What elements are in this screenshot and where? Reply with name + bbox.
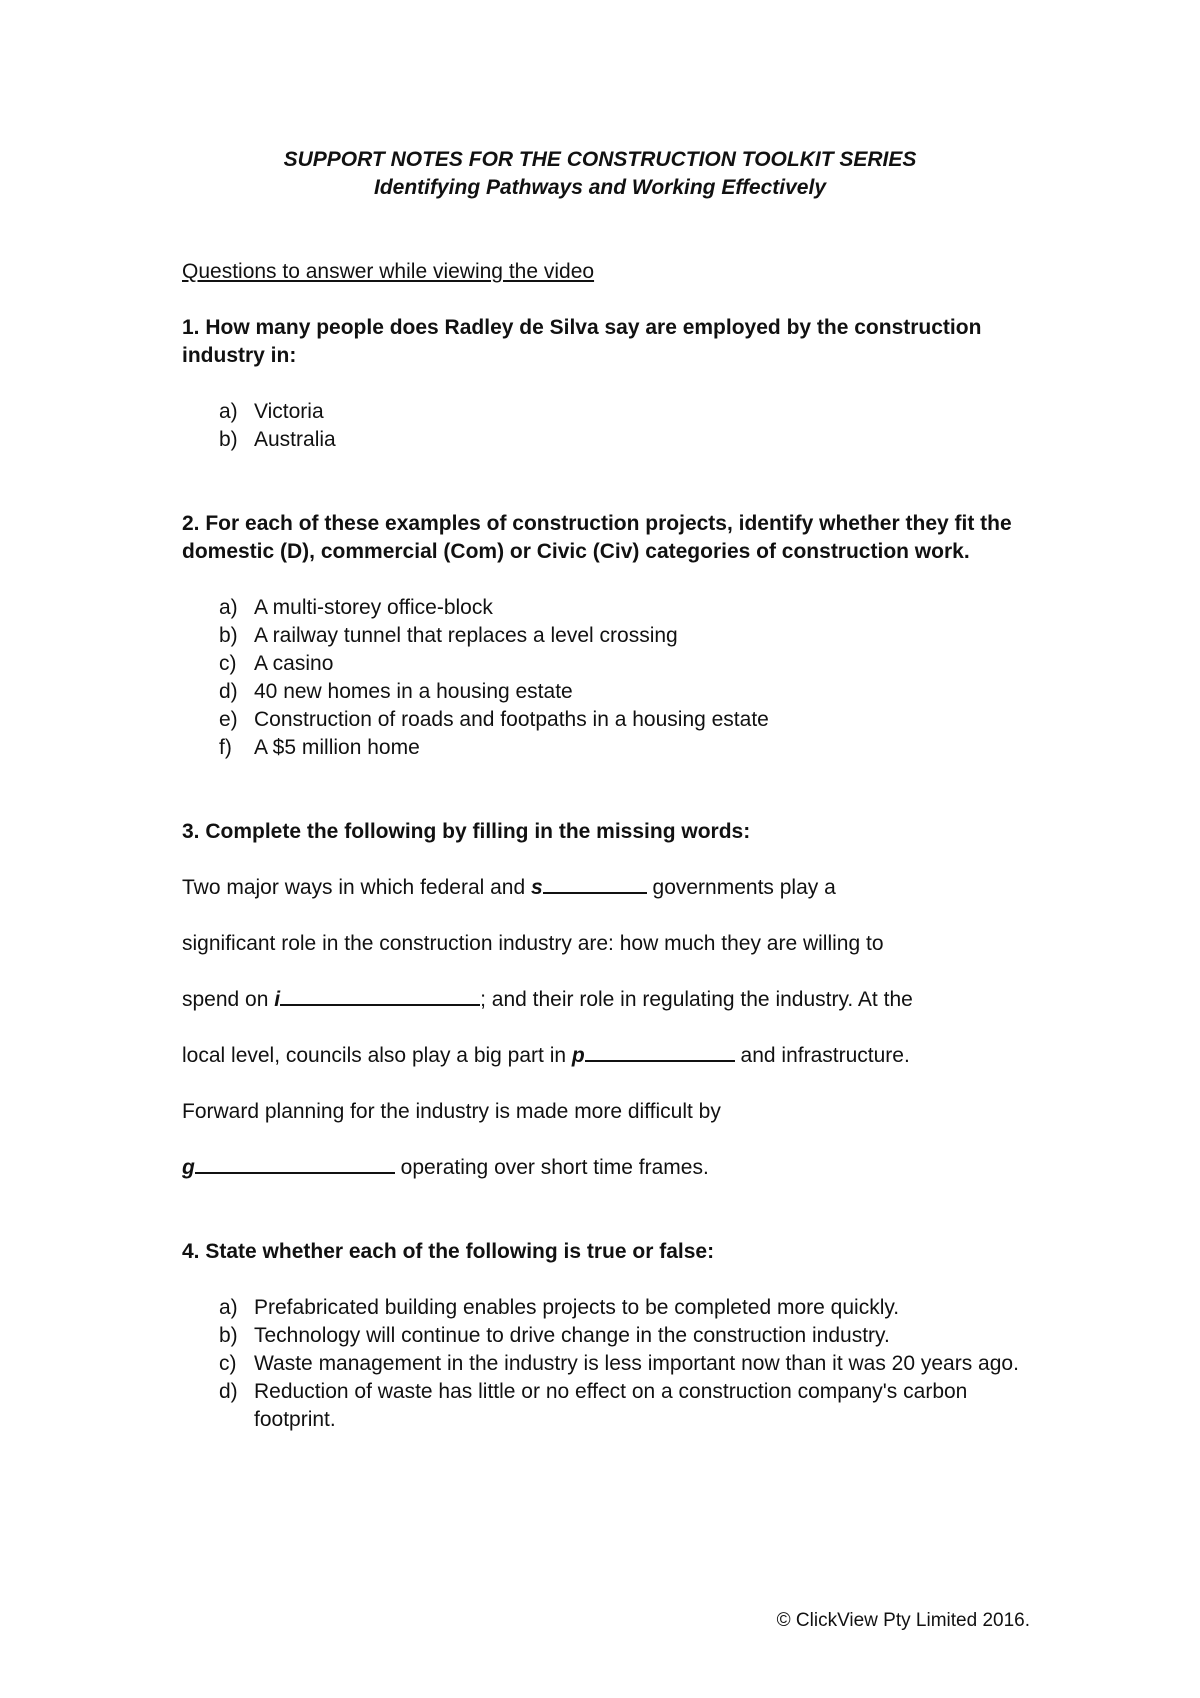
fill-line-6: g operating over short time frames.: [182, 1156, 709, 1179]
blank-g[interactable]: [195, 1154, 395, 1174]
title-block: [0, 146, 1200, 202]
question-1: 1. How many people does Radley de Silva say are employed by the construction industry in:: [182, 316, 982, 367]
question-3: 3. Complete the following by filling in the missing words:: [182, 820, 751, 843]
blank-s[interactable]: [543, 874, 647, 894]
question-2: 2. For each of these examples of construction projects, identify whether they fit the domestic (D), commercial (Com) or Civic (Civ) categories of construction work.: [182, 512, 1012, 563]
question-4-options: [182, 1294, 1042, 1434]
list-item: c) Waste management in the industry is less important now than it was 20 years ago.: [219, 1352, 1019, 1375]
list-item: a) A multi-storey office-block: [219, 596, 493, 619]
list-item: a) Prefabricated building enables projects to be completed more quickly.: [219, 1296, 900, 1319]
question-4: 4. State whether each of the following is true or false:: [182, 1240, 715, 1263]
document-content: [182, 258, 1042, 1434]
list-item: c) A casino: [219, 652, 334, 675]
blank-p[interactable]: [585, 1042, 735, 1062]
list-item: b) A railway tunnel that replaces a level crossing: [219, 624, 678, 647]
list-item: e) Construction of roads and footpaths in a housing estate: [219, 708, 769, 731]
question-1-options: [182, 398, 1042, 454]
question-2-options: [182, 594, 1042, 762]
list-item: f) A $5 million home: [219, 736, 420, 759]
list-item: d) 40 new homes in a housing estate: [219, 680, 573, 703]
intro-heading: Questions to answer while viewing the video: [182, 260, 595, 283]
list-item: d) Reduction of waste has little or no effect on a construction company's carbon footprint.: [219, 1380, 968, 1431]
list-item: b) Australia: [219, 428, 336, 451]
fill-line-1: Two major ways in which federal and s governments play a: [182, 876, 836, 899]
fill-line-3: spend on i ; and their role in regulating the industry. At the: [182, 988, 913, 1011]
document-subtitle: Identifying Pathways and Working Effectively: [374, 176, 826, 199]
list-item: a) Victoria: [219, 400, 324, 423]
fill-line-2: significant role in the construction industry are: how much they are willing to: [182, 932, 884, 955]
fill-line-5: Forward planning for the industry is made more difficult by: [182, 1100, 721, 1123]
document-title: SUPPORT NOTES FOR THE CONSTRUCTION TOOLKIT SERIES: [283, 148, 917, 171]
blank-i[interactable]: [280, 986, 480, 1006]
fill-line-4: local level, councils also play a big part in p and infrastructure.: [182, 1044, 910, 1067]
list-item: b) Technology will continue to drive change in the construction industry.: [219, 1324, 890, 1347]
copyright-footer: © ClickView Pty Limited 2016.: [776, 1610, 1030, 1631]
